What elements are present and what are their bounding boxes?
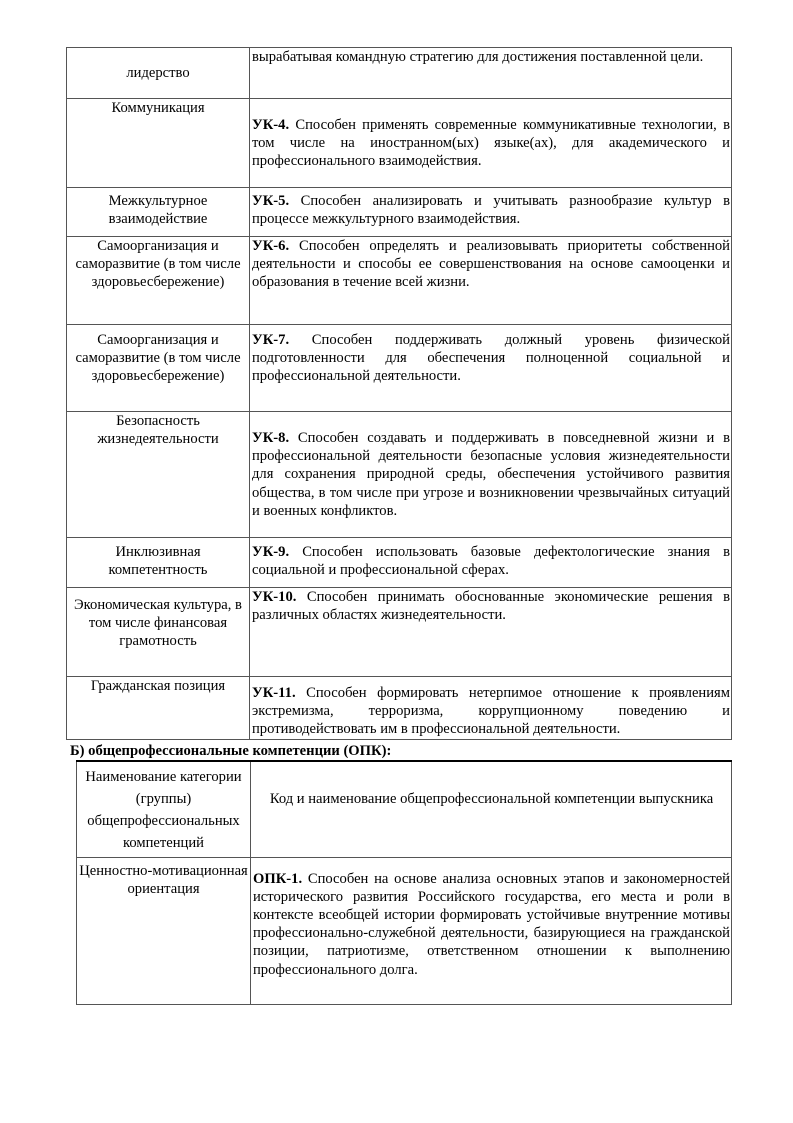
competency-text: Способен создавать и поддерживать в повседневной жизни и в профессиональной деятельности безопасные условия жизнедеятельности для сохранения природной среды, обеспечения устойчивого развития общества, в том числе при угрозе и возникновении чрезвычайных ситуаций и военных конфликтов. [252, 430, 730, 519]
table-header-row [77, 761, 732, 857]
category-cell: Коммуникация [67, 99, 250, 188]
competency-text: Способен использовать базовые дефектологические знания в социальной и профессиональной сферах. [252, 544, 730, 579]
competency-text: вырабатывая командную стратегию для достижения поставленной цели. [252, 49, 704, 65]
competency-code: УК-4. [252, 117, 290, 133]
category-cell: Самоорганизация и саморазвитие (в том числе здоровьесбережение) [67, 237, 250, 325]
general-professional-competencies-table [76, 760, 732, 1005]
table-row [67, 48, 732, 99]
category-cell: Безопасность жизнедеятельности [67, 412, 250, 538]
competency-code: УК-7. [252, 332, 290, 348]
competency-cell [250, 188, 732, 237]
category-cell: Самоорганизация и саморазвитие (в том числе здоровьесбережение) [67, 325, 250, 412]
competency-cell [250, 325, 732, 412]
table-row [67, 99, 732, 188]
table-row [67, 588, 732, 677]
competency-code: ОПК-1. [253, 870, 303, 887]
competency-code: УК-9. [252, 544, 290, 560]
category-cell: лидерство [67, 48, 250, 99]
code-header-cell: Код и наименование общепрофессиональной компетенции выпускника [251, 761, 732, 857]
competency-code: УК-8. [252, 430, 290, 446]
competency-cell [250, 677, 732, 740]
competency-cell [250, 588, 732, 677]
competency-cell [250, 237, 732, 325]
competency-text: Способен на основе анализа основных этапов и закономерностей исторического развития Российского государства, его места и роли в контексте всеобщей истории формировать устойчивые внутренние мотивы профессионально-служебной деятельности, базирующиеся на гражданской позиции, патриотизме, ответственном отношении к выполнению профессионального долга. [253, 870, 730, 978]
table-row [67, 677, 732, 740]
category-cell: Инклюзивная компетентность [67, 538, 250, 588]
category-cell: Ценностно-мотивационная ориентация [77, 857, 251, 1004]
competency-cell [250, 412, 732, 538]
competency-cell [251, 857, 732, 1004]
category-cell: Межкультурное взаимодействие [67, 188, 250, 237]
competency-code: УК-6. [252, 238, 290, 254]
competency-cell [250, 538, 732, 588]
table-row [67, 538, 732, 588]
competency-text: Способен определять и реализовывать приоритеты собственной деятельности и способы ее совершенствования на основе самооценки и образования в течение всей жизни. [252, 238, 730, 291]
competency-cell [250, 99, 732, 188]
universal-competencies-table [66, 47, 732, 740]
competency-text: Способен формировать нетерпимое отношение к проявлениям экстремизма, терроризма, коррупционному поведению и противодействовать им в профессиональной деятельности. [252, 685, 730, 738]
section-heading: Б) общепрофессиональные компетенции (ОПК): [70, 743, 392, 759]
table-row [67, 325, 732, 412]
competency-code: УК-5. [252, 193, 290, 209]
table-row [67, 412, 732, 538]
competency-cell [250, 48, 732, 99]
competency-text: Способен анализировать и учитывать разнообразие культур в процессе межкультурного взаимодействия. [252, 193, 730, 228]
competency-text: Способен применять современные коммуникативные технологии, в том числе на иностранном(ых) языке(ах), для академического и профессионального взаимодействия. [252, 117, 730, 170]
competency-text: Способен принимать обоснованные экономические решения в различных областях жизнедеятельности. [252, 589, 730, 624]
table-row [67, 188, 732, 237]
table-row [67, 237, 732, 325]
category-cell: Гражданская позиция [67, 677, 250, 740]
competency-text: Способен поддерживать должный уровень физической подготовленности для обеспечения полноценной социальной и профессиональной деятельности. [252, 332, 730, 385]
category-cell: Экономическая культура, в том числе финансовая грамотность [67, 588, 250, 677]
competency-code: УК-10. [252, 589, 297, 605]
category-header-cell: Наименование категории (группы) общепрофессиональных компетенций [77, 761, 251, 857]
table-row [77, 857, 732, 1004]
competency-code: УК-11. [252, 685, 296, 701]
